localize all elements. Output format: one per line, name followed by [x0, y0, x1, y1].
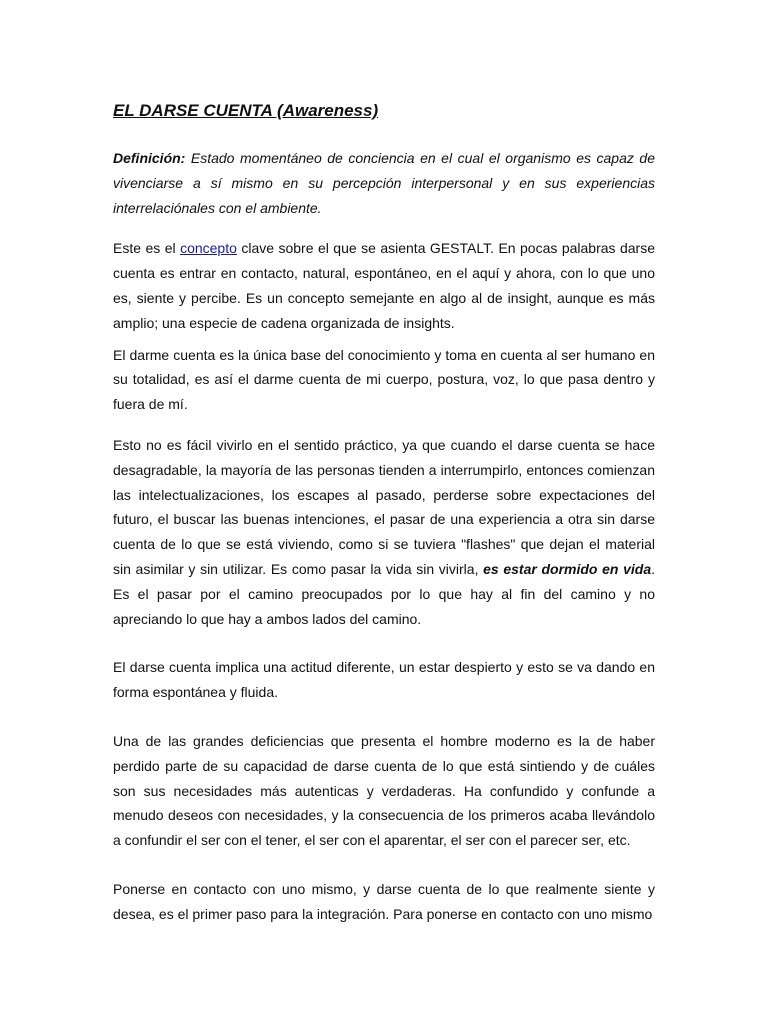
paragraph-contacto: Ponerse en contacto con uno mismo, y darse cuenta de lo que realmente siente y desea, es el primer paso para la integración. Para ponerse en contacto con uno mismo — [113, 880, 655, 922]
definition-label: Definición: — [113, 150, 186, 166]
paragraph-concept — [113, 236, 655, 335]
paragraph-darme-cuenta: El darme cuenta es la única base del conocimiento y toma en cuenta al ser humano en su totalidad, es así el darme cuenta de mi cuerpo, postura, voz, lo que pasa dentro y fuera de mí. — [113, 346, 655, 413]
document-body — [113, 146, 655, 927]
definition-paragraph — [113, 146, 655, 220]
paragraph-deficiencias: Una de las grandes deficiencias que presenta el hombre moderno es la de haber perdido parte de su capacidad de darse cuenta de lo que está sintiendo y de cuáles son sus necesidades más autenticas y verdaderas. Ha confundido y confunde a menudo deseos con necesidades, y la consecuencia de los primeros acaba llevándolo a confundir el ser con el tener, el ser con el aparentar, el ser con el parecer ser, etc. — [113, 732, 655, 849]
paragraph-concept-end: clave sobre el que se asienta GESTALT. En pocas palabras darse cuenta es entrar en contacto, natural, espontáneo, en el aquí y ahora, con lo que uno es, siente y percibe. Es un concepto semejante en algo al de insight, aunque es más amplio; una especie de cadena organizada de insights. — [113, 240, 655, 331]
definition-text: Estado momentáneo de conciencia en el cual el organismo es capaz de vivenciarse a sí mismo en su percepción interpersonal y en sus experiencias interrelaciónales con el ambiente. — [113, 150, 655, 216]
paragraph-vivirlo — [113, 433, 655, 631]
paragraph-actitud: El darse cuenta implica una actitud diferente, un estar despierto y esto se va dando en forma espontánea y fluida. — [113, 659, 655, 701]
paragraph-concept-start: Este es el — [113, 240, 181, 257]
paragraph-vivirlo-end: . Es el pasar por el camino preocupados por lo que hay al fin del camino y no apreciando lo que hay a ambos lados del camino. — [113, 560, 655, 627]
paragraph-vivirlo-start: Esto no es fácil vivirlo en el sentido práctico, ya que cuando el darse cuenta se hace desagradable, la mayoría de las personas tienden a interrumpirlo, entonces comienzan las intelectualizaciones, los escapes al pasado, perderse sobre expectaciones del futuro, el buscar las buenas intenciones, el pasar de una experiencia a otra sin darse cuenta de lo que se está viviendo, como si se tuviera "flashes" que dejan el material sin asimilar y sin utilizar. Es como pasar la vida sin vivirla, — [113, 436, 655, 577]
concepto-link[interactable]: concepto — [180, 240, 237, 257]
emphasis-dormido: es estar dormido en vida — [483, 560, 652, 577]
document-title: EL DARSE CUENTA (Awareness) — [113, 101, 379, 120]
